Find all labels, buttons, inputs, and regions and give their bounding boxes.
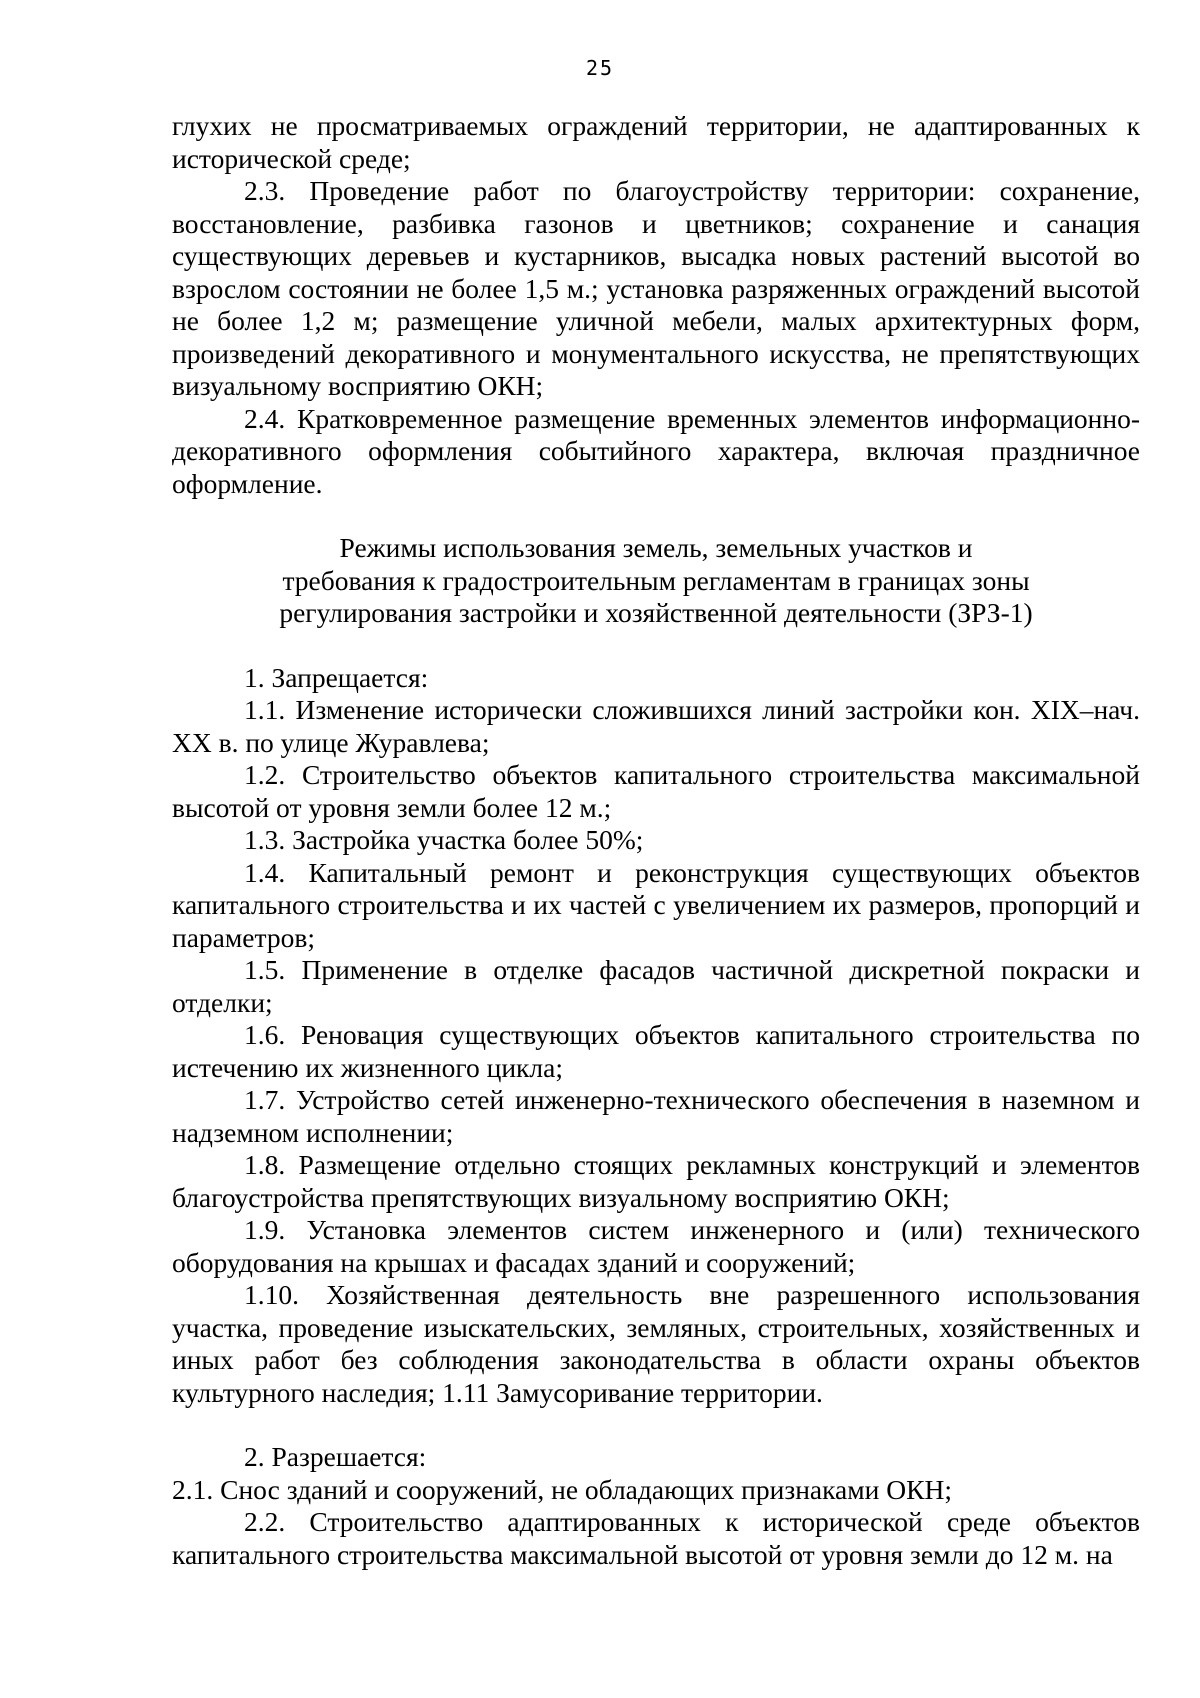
- allowed-title: 2. Разрешается:: [244, 1441, 427, 1472]
- document-body: [172, 110, 1140, 1571]
- section-spacer: [172, 1409, 1140, 1441]
- prohibited-item: 1.10. Хозяйственная деятельность вне разрешенного использования участка, проведение изыскательских, земляных, строительных, хозяйственных и иных работ без соблюдения законодательства в области охраны объектов культурного наследия; 1.11 Замусоривание территории.: [172, 1279, 1140, 1408]
- prohibited-item: 1.4. Капитальный ремонт и реконструкция существующих объектов капитального строительства и их частей с увеличением их размеров, пропорций и параметров;: [172, 856, 1140, 953]
- page-number: 25: [585, 56, 615, 80]
- heading-line: регулирования застройки и хозяйственной деятельности (ЗРЗ-1): [279, 597, 1033, 628]
- prohibited-item: 1.7. Устройство сетей инженерно-технического обеспечения в наземном и надземном исполнении;: [172, 1084, 1140, 1148]
- prohibited-item: 1.1. Изменение исторически сложившихся линий застройки кон. XIX–нач. XX в. по улице Журавлева;: [172, 694, 1140, 758]
- prohibited-item: 1.9. Установка элементов систем инженерного и (или) технического оборудования на крышах и фасадах зданий и сооружений;: [172, 1214, 1140, 1278]
- prohibited-item: 1.5. Применение в отделке фасадов частичной дискретной покраски и отделки;: [172, 954, 1140, 1018]
- prohibited-item: 1.6. Реновация существующих объектов капитального строительства по истечению их жизненного цикла;: [172, 1019, 1140, 1083]
- paragraph-2-4: 2.4. Кратковременное размещение временных элементов информационно-декоративного оформления событийного характера, включая праздничное оформление.: [172, 402, 1140, 499]
- allowed-item: 2.1. Снос зданий и сооружений, не обладающих признаками ОКН;: [172, 1473, 952, 1505]
- heading-line: требования к градостроительным регламентам в границах зоны: [282, 564, 1030, 596]
- allowed-item: 2.2. Строительство адаптированных к исторической среде объектов капитального строительства максимальной высотой от уровня земли до 12 м. на: [172, 1506, 1140, 1570]
- prohibited-item: 1.3. Застройка участка более 50%;: [244, 824, 644, 855]
- section-heading: [172, 532, 1140, 630]
- prohibited-title: 1. Запрещается:: [244, 661, 429, 693]
- paragraph-continuation: глухих не просматриваемых ограждений территории, не адаптированных к исторической среде;: [172, 110, 1140, 174]
- prohibited-item: 1.2. Строительство объектов капитального строительства максимальной высотой от уровня земли более 12 м.;: [172, 759, 1140, 823]
- prohibited-item: 1.8. Размещение отдельно стоящих рекламных конструкций и элементов благоустройства препятствующих визуальному восприятию ОКН;: [172, 1149, 1140, 1213]
- heading-line: Режимы использования земель, земельных участков и: [339, 532, 973, 563]
- paragraph-2-3: 2.3. Проведение работ по благоустройству территории: сохранение, восстановление, разбивка газонов и цветников; сохранение и санация существующих деревьев и кустарников, высадка новых растений высотой во взрослом состоянии не более 1,5 м.; установка разряженных ограждений высотой не более 1,2 м; размещение уличной мебели, малых архитектурных форм, произведений декоративного и монументального искусства, не препятствующих визуальному восприятию ОКН;: [172, 175, 1140, 401]
